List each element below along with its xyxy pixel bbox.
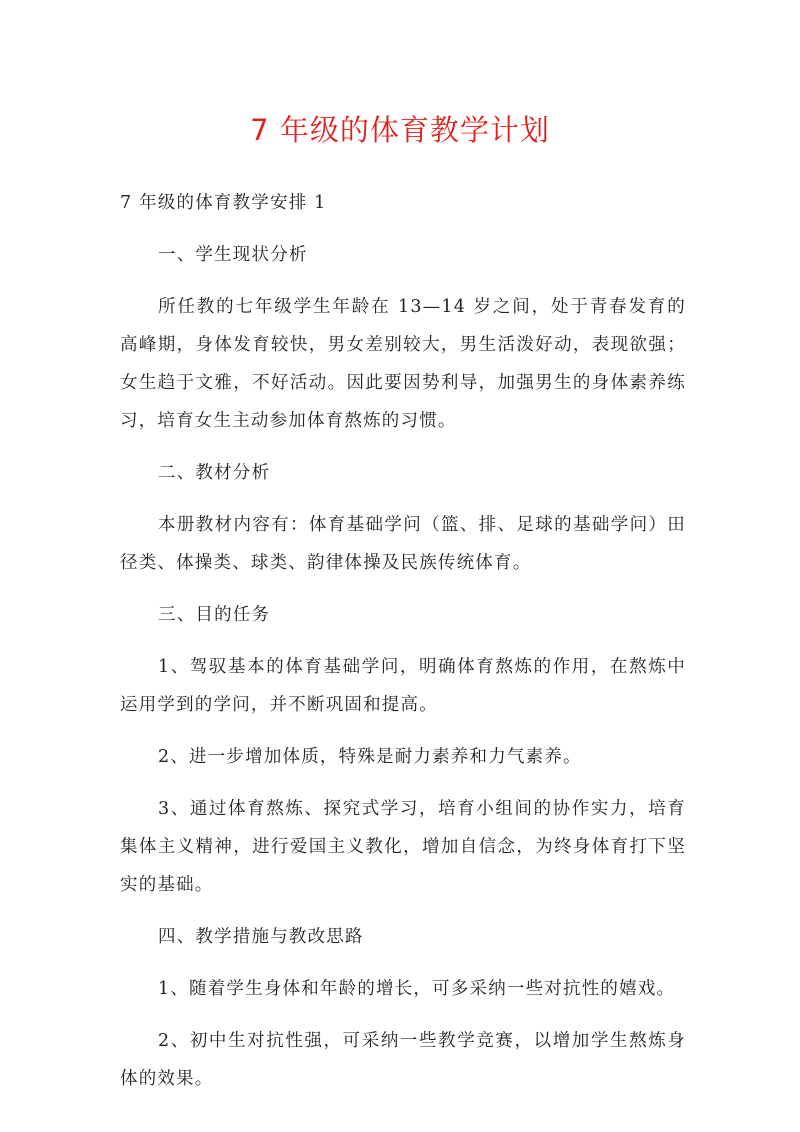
- objective-item-2: 2、进一步增加体质，特殊是耐力素养和力气素养。: [158, 747, 582, 767]
- objective-item-1: 1、驾驭基本的体育基础学问，明确体育熬炼的作用，在熬炼中运用学到的学问，并不断巩固和提高。: [120, 657, 686, 715]
- heading-objectives: 三、目的任务: [158, 605, 271, 625]
- heading-student-analysis: 一、学生现状分析: [158, 245, 308, 265]
- objective-item-3: 3、通过体育熬炼、探究式学习，培育小组间的协作实力，培育集体主义精神，进行爱国主义教化，增加自信念，为终身体育打下坚实的基础。: [120, 799, 686, 895]
- heading-teaching-measures: 四、教学措施与教改思路: [158, 927, 364, 947]
- heading-textbook-analysis: 二、教材分析: [158, 463, 271, 483]
- section-subtitle: 7 年级的体育教学安排 1: [120, 193, 327, 213]
- document-title: 7 年级的体育教学计划: [250, 113, 550, 147]
- document-body: [120, 184, 686, 1112]
- paragraph-student-analysis: 所任教的七年级学生年龄在 13—14 岁之间，处于青春发育的高峰期，身体发育较快，男女差别较大，男生活泼好动，表现欲强；女生趋于文雅，不好活动。因此要因势利导，加强男生的身体素养练习，培育女生主动参加体育熬炼的习惯。: [120, 297, 686, 431]
- measure-item-2: 2、初中生对抗性强，可采纳一些教学竞赛，以增加学生熬炼身体的效果。: [120, 1031, 686, 1089]
- paragraph-textbook-analysis: 本册教材内容有：体育基础学问（篮、排、足球的基础学问）田径类、体操类、球类、韵律体操及民族传统体育。: [120, 515, 686, 573]
- measure-item-1: 1、随着学生身体和年龄的增长，可多采纳一些对抗性的嬉戏。: [158, 979, 676, 999]
